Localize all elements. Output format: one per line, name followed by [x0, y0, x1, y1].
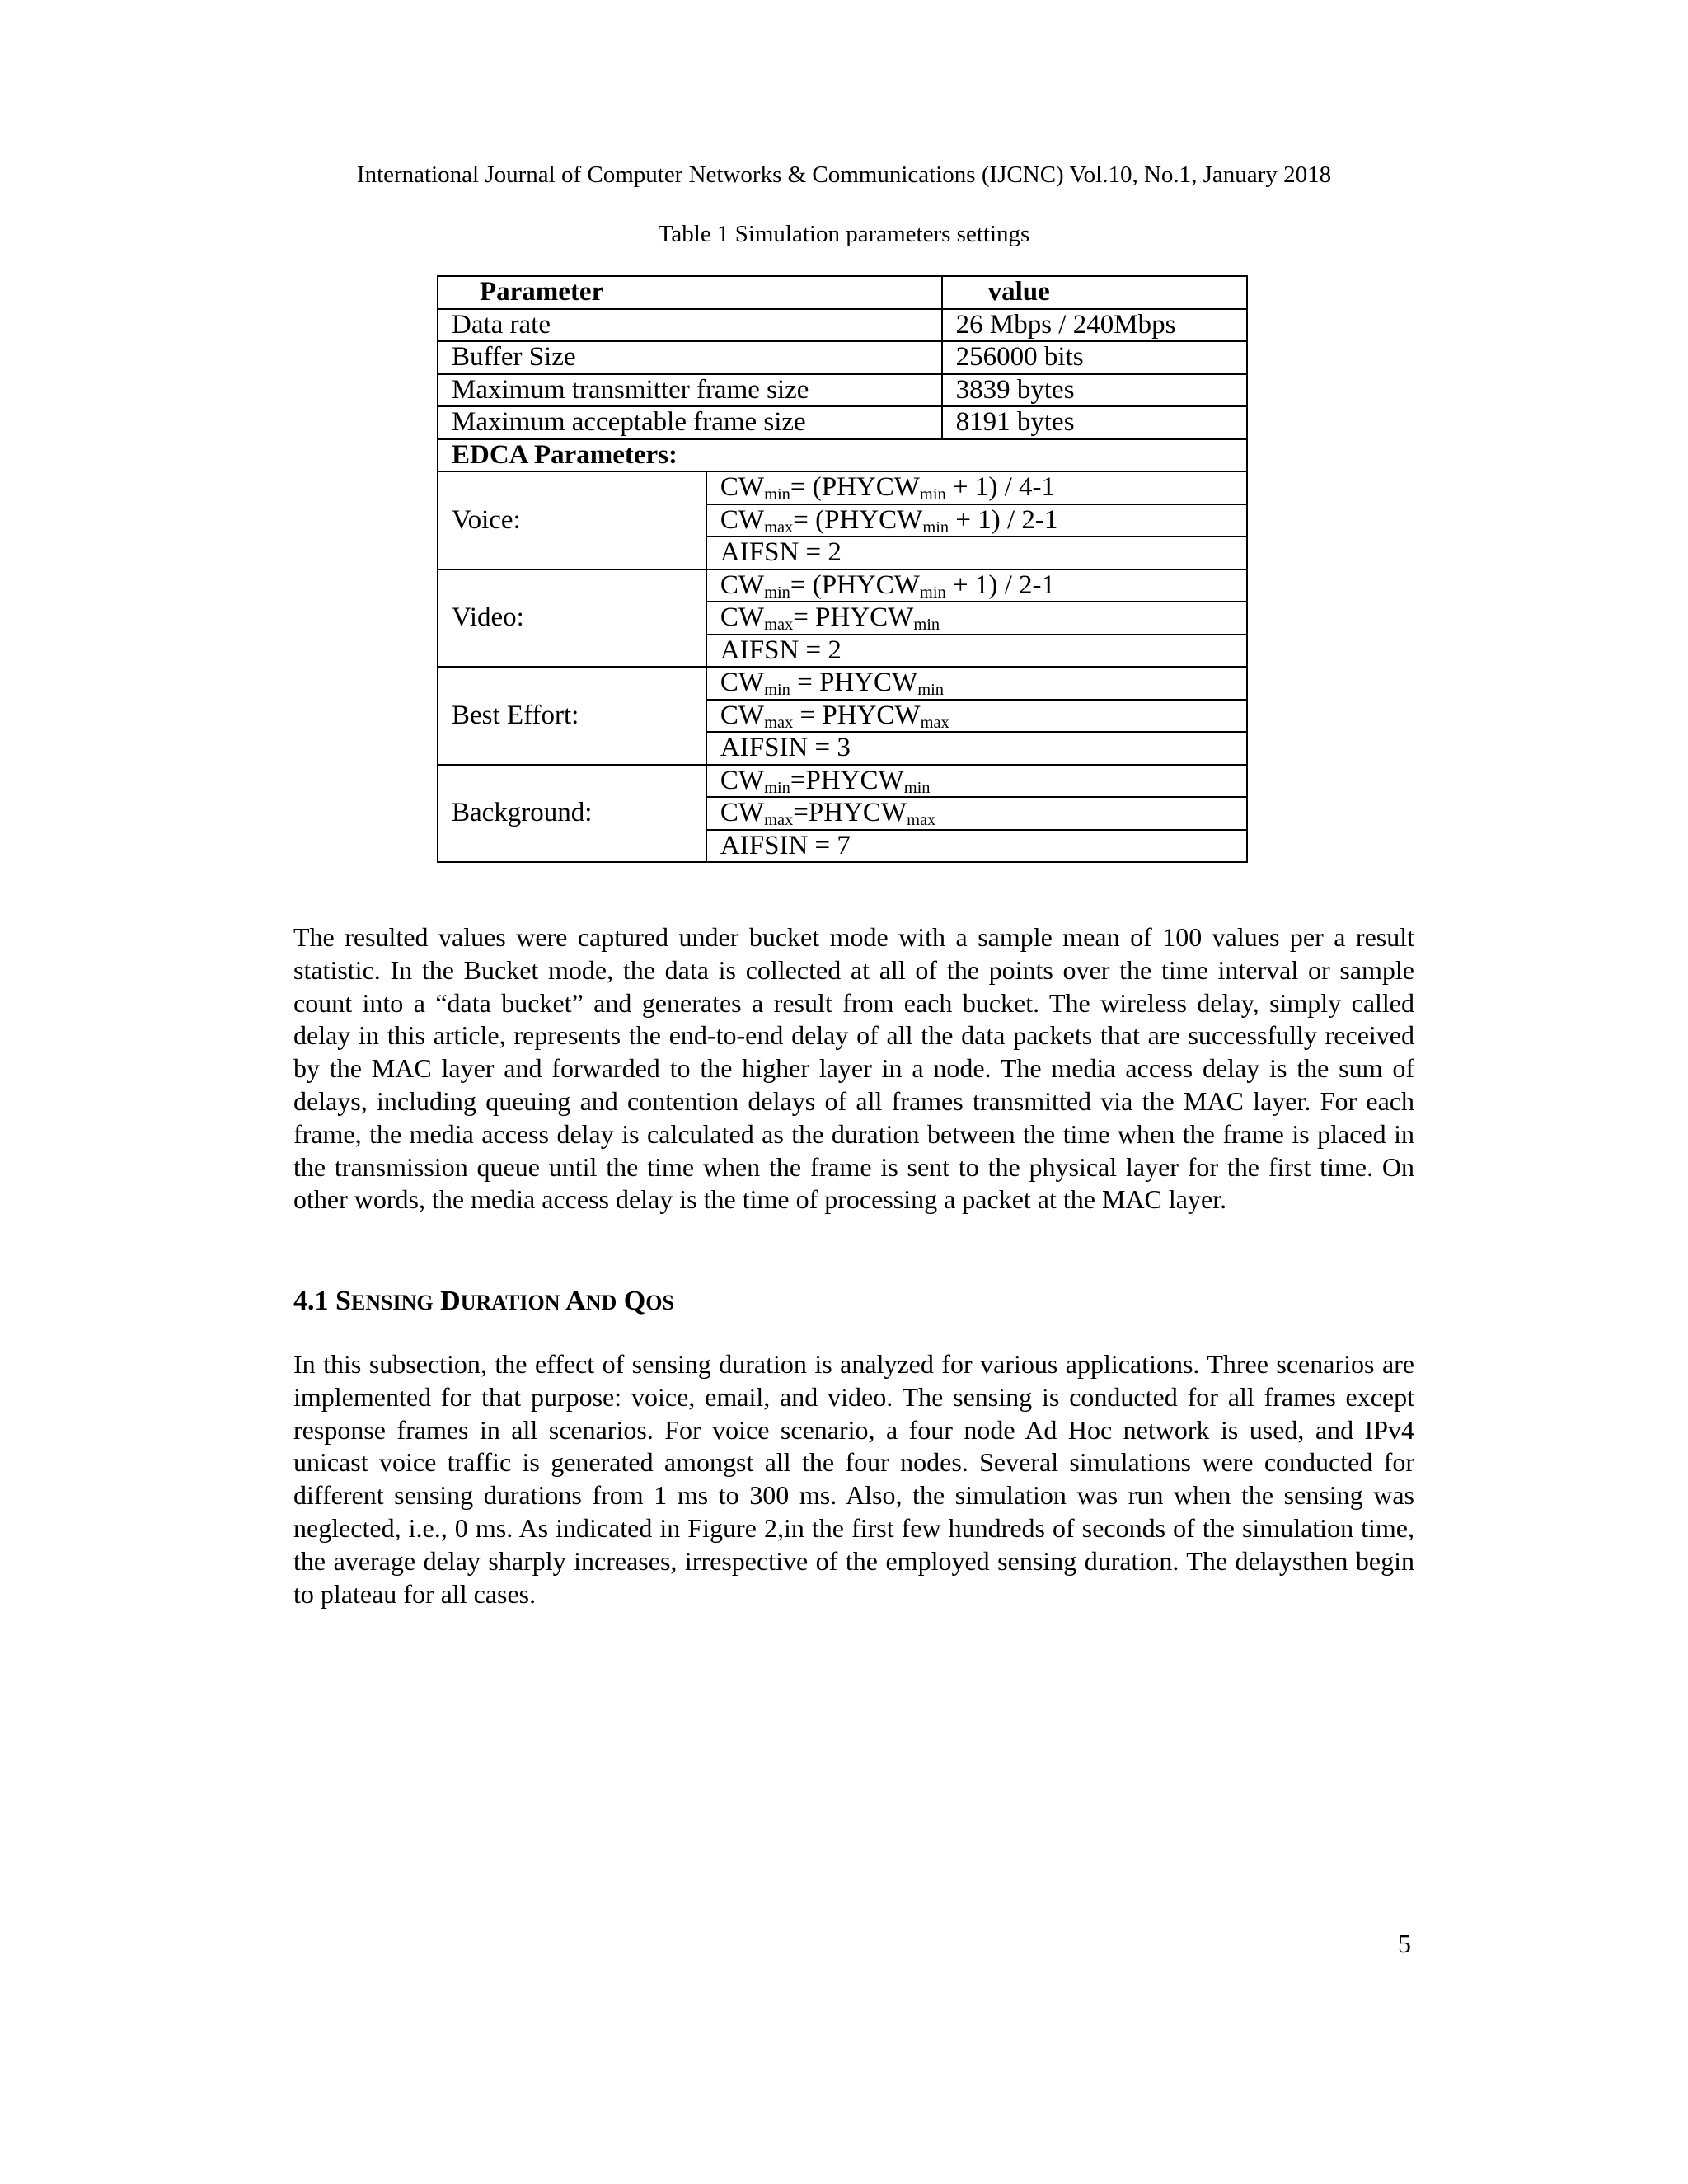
- body-paragraph-1: The resulted values were captured under bucket mode with a sample mean of 100 values per a result statistic. In the Bucket mode, the data is collected at all of the points over the time interval or sample count into a “data bucket” and generates a result from each bucket. The wireless delay, simply called delay in this article, represents the end-to-end delay of all the data packets that are successfully received by the MAC layer and forwarded to the higher layer in a node. The media access delay is the sum of delays, including queuing and contention delays of all frames transmitted via the MAC layer. For each frame, the media access delay is calculated as the duration between the time when the frame is placed in the transmission queue until the time when the frame is sent to the physical layer for the first time. On other words, the media access delay is the time of processing a packet at the MAC layer.: [293, 922, 1414, 1215]
- param-formula: $CW_{max}=PHYCW_{max}$: [706, 797, 1247, 830]
- header-value: value: [942, 276, 1247, 309]
- row-value: 8191 bytes: [942, 406, 1247, 439]
- section-heading: 4.1 SENSING DURATION AND QOS: [293, 1286, 674, 1316]
- param-formula: $CW_{min}=$ $(PHYCW_{min} + 1) / 2-1$: [706, 569, 1247, 602]
- category-best-effort: Best Effort:: [438, 667, 706, 765]
- row-label: Buffer Size: [438, 341, 942, 374]
- category-voice: Voice:: [438, 471, 706, 569]
- param-aifsn: AIFSN = 2: [706, 635, 1247, 668]
- row-label: Maximum acceptable frame size: [438, 406, 942, 439]
- header-parameter: Parameter: [438, 276, 942, 309]
- table-row: [438, 667, 1247, 700]
- table-row: [438, 374, 1247, 407]
- body-paragraph-2: In this subsection, the effect of sensing duration is analyzed for various applications. Three scenarios are implemented for that purpose: voice, email, and video. The sensing is conducted for all frames except response frames in all scenarios. For voice scenario, a four node Ad Hoc network is used, and IPv4 unicast voice traffic is generated amongst all the four nodes. Several simulations were conducted for different sensing durations from 1 ms to 300 ms. Also, the simulation was run when the sensing was neglected, i.e., 0 ms. As indicated in Figure 2,in the first few hundreds of seconds of the simulation time, the average delay sharply increases, irrespective of the employed sensing duration. The delaysthen begin to plateau for all cases.: [293, 1349, 1414, 1609]
- simulation-parameters-table: [437, 275, 1248, 863]
- table-row: [438, 341, 1247, 374]
- param-formula: $CW_{max}$ = $PHYCW_{max}$: [706, 700, 1247, 733]
- table-row: [438, 406, 1247, 439]
- table-row: [438, 765, 1247, 798]
- table-row: [438, 309, 1247, 342]
- category-background: Background:: [438, 765, 706, 863]
- param-aifsn: AIFSN = 2: [706, 537, 1247, 569]
- param-aifsn: AIFSIN = 7: [706, 830, 1247, 863]
- param-formula: $CW_{max}=$ $PHYCW_{min}$: [706, 602, 1247, 635]
- table-header-row: [438, 276, 1247, 309]
- param-formula: $CW_{min}=PHYCW_{min}$: [706, 765, 1247, 798]
- param-formula: $CW_{max}=$ $(PHYCW_{min} + 1) / 2-1$: [706, 504, 1247, 537]
- param-formula: $CW_{min}=$ $(PHYCW_{min} + 1) / 4-1$: [706, 471, 1247, 504]
- row-label: Data rate: [438, 309, 942, 342]
- category-video: Video:: [438, 569, 706, 668]
- edca-row: [438, 439, 1247, 472]
- row-value: 26 Mbps / 240Mbps: [942, 309, 1247, 342]
- row-value: 3839 bytes: [942, 374, 1247, 407]
- journal-header: International Journal of Computer Networks & Communications (IJCNC) Vol.10, No.1, January 2018: [356, 162, 1332, 188]
- param-aifsn: AIFSIN = 3: [706, 732, 1247, 765]
- edca-label: EDCA Parameters:: [438, 439, 1247, 472]
- page-number: 5: [1398, 1929, 1411, 1958]
- table-caption: Table 1 Simulation parameters settings: [658, 221, 1030, 247]
- row-label: Maximum transmitter frame size: [438, 374, 942, 407]
- row-value: 256000 bits: [942, 341, 1247, 374]
- table-row: [438, 569, 1247, 602]
- table-row: [438, 471, 1247, 504]
- param-formula: $CW_{min}$ = $PHYCW_{min}$: [706, 667, 1247, 700]
